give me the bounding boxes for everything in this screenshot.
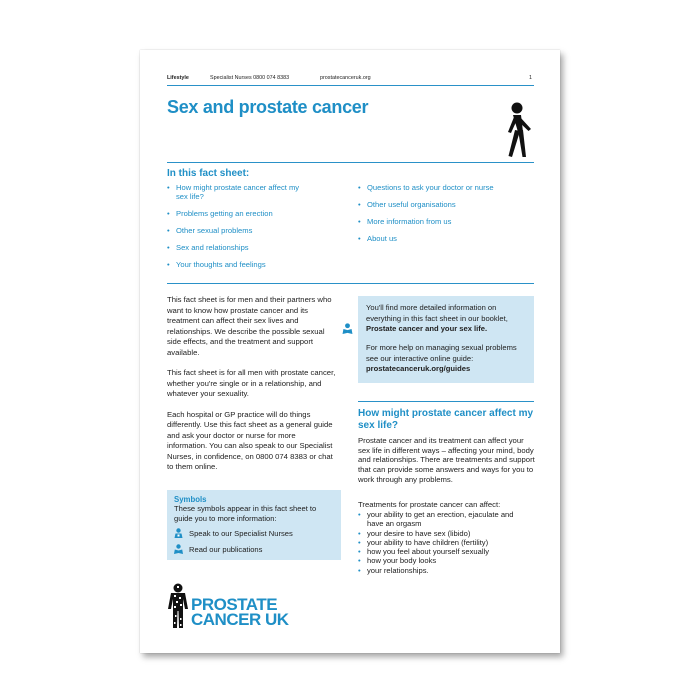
intro-paragraph-1: This fact sheet is for men and their partners who want to know how prostate cancer and its treatment can affect their sex lives and relationships. We describe the possible sexual side effects, and the treatment and support available. xyxy=(167,295,332,357)
logo-line-1: PROSTATE xyxy=(191,595,278,614)
header-phone: Specialist Nurses 0800 074 8383 xyxy=(210,75,290,81)
publications-icon xyxy=(174,544,183,554)
section-paragraph-2: Treatments for prostate cancer can affect: xyxy=(358,500,501,509)
booklet-title: Prostate cancer and your sex life. xyxy=(366,324,488,333)
list-item: • how your body looks xyxy=(358,556,538,565)
logo-text xyxy=(191,597,289,627)
toc-item[interactable]: • Questions to ask your doctor or nurse xyxy=(358,183,538,192)
symbol-nurse-label: Speak to our Specialist Nurses xyxy=(189,528,293,538)
toc-item[interactable]: • How might prostate cancer affect my sex life? xyxy=(167,183,306,201)
title-rule xyxy=(167,162,534,163)
symbols-box xyxy=(167,490,341,560)
list-item: • your ability to get an erection, ejaculate and have an orgasm xyxy=(358,510,532,529)
fact-sheet-page xyxy=(140,50,560,653)
section-rule xyxy=(358,401,534,402)
toc-item[interactable]: • More information from us xyxy=(358,217,538,226)
toc-item[interactable]: • Other useful organisations xyxy=(358,200,538,209)
publications-icon xyxy=(342,323,353,334)
info-paragraph-2 xyxy=(366,343,528,375)
header-website[interactable]: prostatecanceruk.org xyxy=(320,75,371,81)
symbol-publications-label: Read our publications xyxy=(189,544,263,554)
intro-paragraph-2: This fact sheet is for all men with prostate cancer, whether you're single or in a relationship, and whatever your sexuality. xyxy=(167,368,336,398)
toc-heading: In this fact sheet: xyxy=(167,168,250,179)
page-title: Sex and prostate cancer xyxy=(167,97,369,117)
info-box xyxy=(358,296,534,383)
list-item: • your desire to have sex (libido) xyxy=(358,529,538,538)
effects-list xyxy=(358,510,538,575)
list-item: • your relationships. xyxy=(358,566,538,575)
toc-left-list xyxy=(167,183,317,269)
intro-paragraph-3: Each hospital or GP practice will do things differently. Use this fact sheet as a general guide and ask your doctor or nurse for more information. You can also speak to our Specialist Nurses, in confidence, on 0800 074 8383 or chat to them online. xyxy=(167,409,333,471)
logo-line-2: CANCER UK xyxy=(191,610,289,629)
header-page-number: 1 xyxy=(529,75,532,81)
nurse-icon xyxy=(174,528,183,538)
symbol-publications-row xyxy=(174,544,262,554)
list-item: • how you feel about yourself sexually xyxy=(358,547,538,556)
section-heading: How might prostate cancer affect my sex life? xyxy=(358,408,534,431)
symbols-heading: Symbols xyxy=(174,495,207,504)
toc-rule xyxy=(167,283,534,284)
symbols-text: These symbols appear in this fact sheet to guide you to more information: xyxy=(174,504,317,523)
toc-item[interactable]: • Your thoughts and feelings xyxy=(167,260,317,269)
toc-item[interactable]: • Sex and relationships xyxy=(167,243,317,252)
logo-man-icon xyxy=(167,583,189,629)
intro-text xyxy=(167,295,337,473)
list-item: • your ability to have children (fertility) xyxy=(358,538,538,547)
header-rule xyxy=(167,85,534,86)
info-paragraph-1 xyxy=(366,303,528,335)
guides-link[interactable]: prostatecanceruk.org/guides xyxy=(366,364,471,373)
symbol-nurse-row xyxy=(174,528,293,538)
toc-item[interactable]: • Problems getting an erection xyxy=(167,209,317,218)
walking-man-icon xyxy=(501,102,537,158)
toc-item[interactable]: • Other sexual problems xyxy=(167,226,317,235)
toc-item[interactable]: • About us xyxy=(358,234,538,243)
section-paragraph-1: Prostate cancer and its treatment can affect your sex life in different ways – affecting your mind, body and relationships. There are treatments and support that can provide some answers and ways for you to work through any problems. xyxy=(358,436,535,484)
toc-right-list xyxy=(358,183,538,243)
info-text-1: You'll find more detailed information on everything in this fact sheet in our booklet, xyxy=(366,303,508,323)
info-text-2: For more help on managing sexual problems see our interactive online guide: xyxy=(366,343,517,363)
header-section: Lifestyle xyxy=(167,75,189,81)
